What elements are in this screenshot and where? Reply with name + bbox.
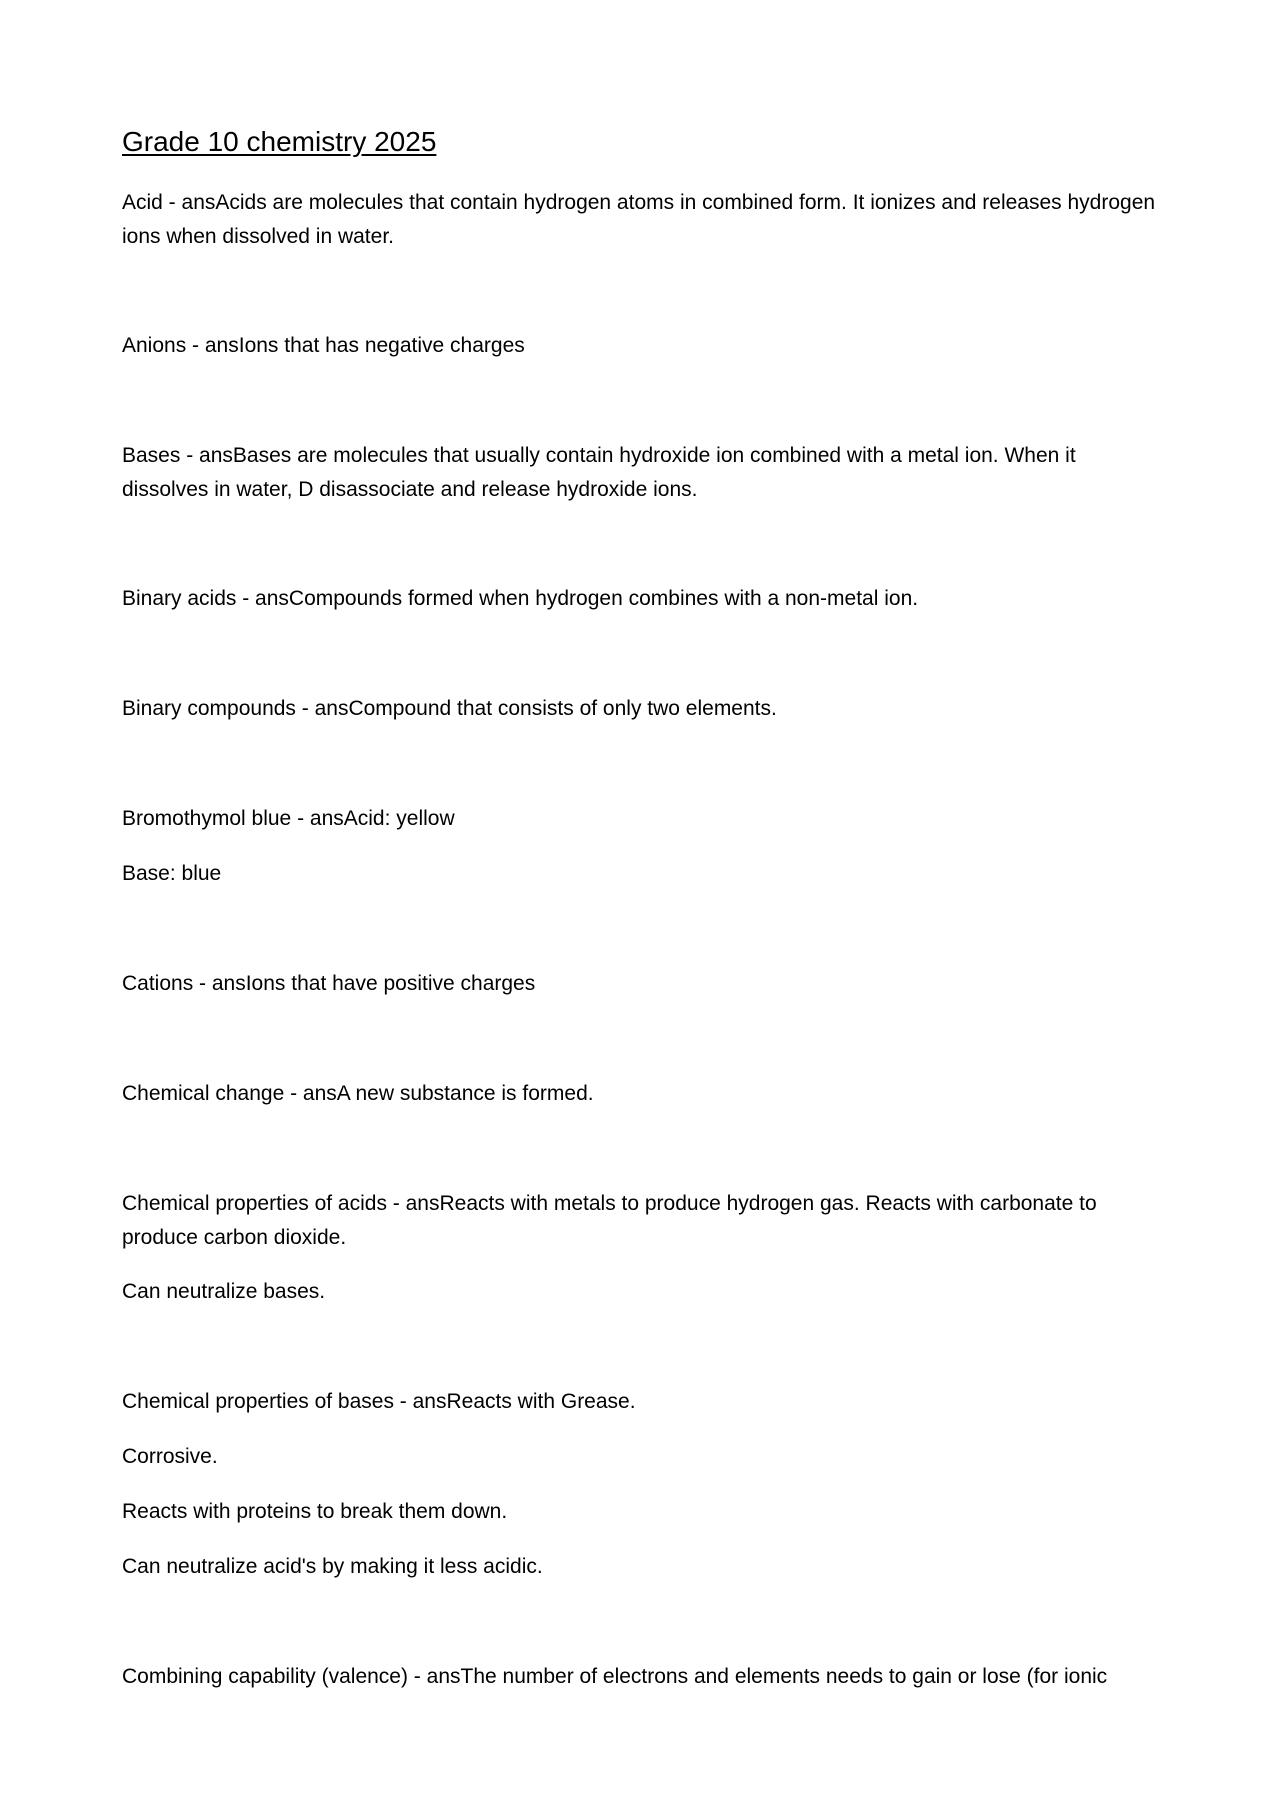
- paragraph-corrosive: Corrosive.: [122, 1445, 218, 1468]
- paragraph-base-blue: Base: blue: [122, 862, 222, 885]
- paragraph-reacts-proteins: Reacts with proteins to break them down.: [122, 1500, 508, 1523]
- document-title: Grade 10 chemistry 2025: [122, 126, 437, 157]
- paragraph-chemical-change: Chemical change - ansA new substance is formed.: [122, 1082, 594, 1105]
- paragraph-binary-compounds: Binary compounds - ansCompound that consists of only two elements.: [122, 697, 777, 720]
- paragraph-anions: Anions - ansIons that has negative charges: [122, 334, 525, 357]
- paragraph-bases: Bases - ansBases are molecules that usually contain hydroxide ion combined with a metal ion. When it dissolves in water, D disassociate and release hydroxide ions.: [122, 444, 1076, 501]
- paragraph-cations: Cations - ansIons that have positive charges: [122, 972, 536, 995]
- paragraph-chemical-properties-bases: Chemical properties of bases - ansReacts with Grease.: [122, 1390, 636, 1413]
- paragraph-combining-capability: Combining capability (valence) - ansThe number of electrons and elements needs to gain or lose (for ionic: [122, 1665, 1108, 1688]
- paragraph-neutralize-bases: Can neutralize bases.: [122, 1280, 326, 1303]
- paragraph-neutralize-acids: Can neutralize acid's by making it less acidic.: [122, 1555, 543, 1578]
- paragraph-binary-acids: Binary acids - ansCompounds formed when hydrogen combines with a non-metal ion.: [122, 587, 919, 610]
- paragraph-bromothymol-blue: Bromothymol blue - ansAcid: yellow: [122, 807, 455, 830]
- paragraph-acid: Acid - ansAcids are molecules that contain hydrogen atoms in combined form. It ionizes and releases hydrogen ions when dissolved in water.: [122, 191, 1156, 248]
- paragraph-chemical-properties-acids: Chemical properties of acids - ansReacts with metals to produce hydrogen gas. Reacts with carbonate to produce carbon dioxide.: [122, 1192, 1097, 1249]
